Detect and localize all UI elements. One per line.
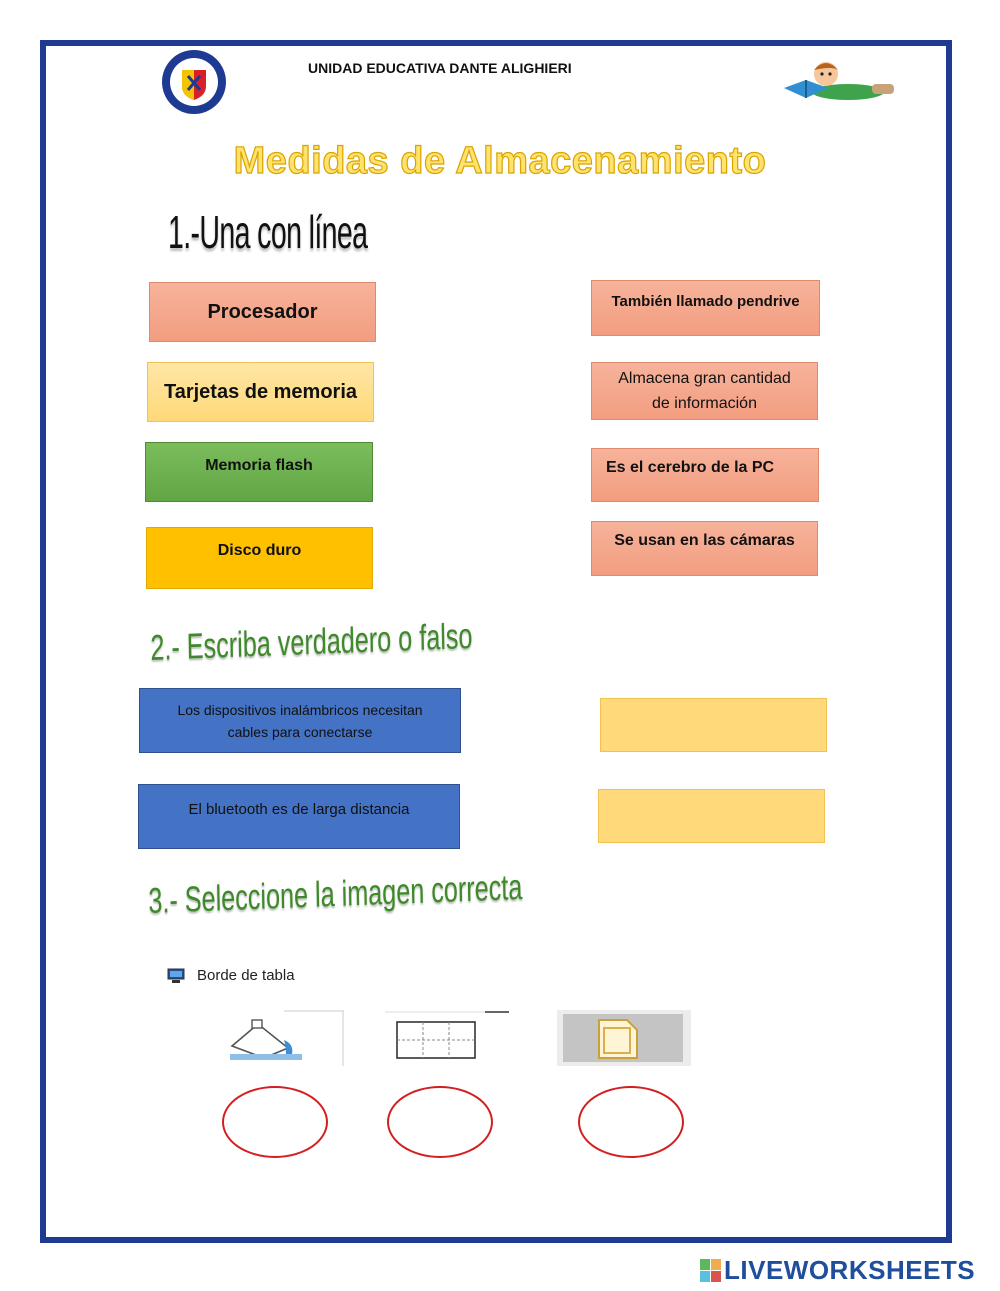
mascot-image — [780, 58, 898, 102]
match-right-item[interactable]: Almacena gran cantidad de información — [591, 362, 818, 420]
school-name: UNIDAD EDUCATIVA DANTE ALIGHIERI — [308, 60, 572, 76]
option-image-2[interactable] — [385, 1010, 509, 1066]
school-seal-icon — [160, 48, 228, 116]
option-image-3[interactable] — [557, 1010, 691, 1066]
page-title: Medidas de Almacenamiento — [233, 140, 767, 182]
answer-oval-3[interactable] — [578, 1086, 684, 1158]
match-right-item[interactable]: Se usan en las cámaras — [591, 521, 818, 576]
brand-name: LIVEWORKSHEETS — [724, 1255, 976, 1285]
match-left-item[interactable]: Memoria flash — [145, 442, 373, 502]
true-false-answer-field[interactable] — [600, 698, 827, 752]
match-left-item[interactable]: Disco duro — [146, 527, 373, 589]
match-right-item[interactable]: Es el cerebro de la PC — [591, 448, 819, 502]
answer-oval-1[interactable] — [222, 1086, 328, 1158]
match-right-item[interactable]: También llamado pendrive — [591, 280, 820, 336]
option-image-1[interactable] — [218, 1010, 344, 1066]
match-left-item[interactable]: Tarjetas de memoria — [147, 362, 374, 422]
school-logo — [160, 48, 228, 116]
true-false-answer-field[interactable] — [598, 789, 825, 843]
section2-heading: 2.- Escriba verdadero o falso — [150, 614, 473, 668]
prompt-text: Borde de tabla — [197, 967, 295, 984]
section3-heading: 3.- Seleccione la imagen correcta — [148, 866, 523, 921]
true-false-statement: Los dispositivos inalámbricos necesitan cables para conectarse — [139, 688, 461, 753]
paint-bucket-icon — [218, 1010, 344, 1066]
true-false-statement: El bluetooth es de larga distancia — [138, 784, 460, 849]
liveworksheets-logo — [700, 1255, 975, 1286]
liveworksheets-icon — [700, 1259, 722, 1283]
section1-heading: 1.-Una con línea — [168, 206, 368, 258]
monitor-icon — [166, 968, 186, 984]
question-prompt — [166, 967, 295, 984]
match-left-item[interactable]: Procesador — [149, 282, 376, 342]
table-borders-icon — [385, 1010, 509, 1066]
page-border-icon — [557, 1010, 691, 1066]
boy-reading-icon — [780, 58, 898, 102]
answer-oval-2[interactable] — [387, 1086, 493, 1158]
